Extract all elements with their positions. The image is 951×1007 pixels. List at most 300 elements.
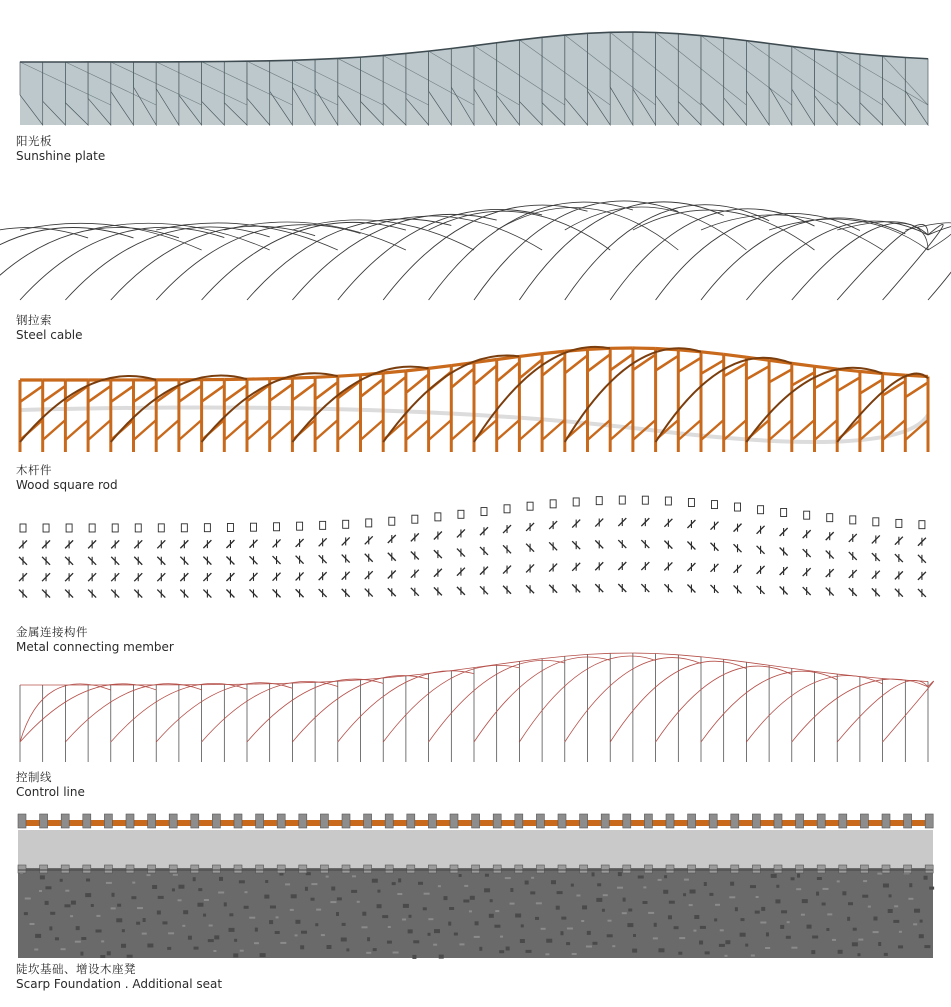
stone-speckle [254,942,259,944]
pier-cap [61,814,69,828]
wood-diagonal [361,379,384,397]
stone-speckle [409,915,412,918]
stone-speckle [648,912,654,914]
pier-joint [752,865,760,873]
stone-speckle [393,952,399,954]
stone-speckle [188,936,192,940]
stone-speckle [233,953,238,957]
stone-speckle [531,877,534,879]
stone-speckle [633,934,636,937]
stone-speckle [592,942,597,945]
stone-speckle [715,904,720,906]
wood-diagonal [383,377,406,395]
stone-speckle [526,950,532,953]
steel-cable-drawing [0,180,951,310]
stone-speckle [158,896,164,899]
stone-speckle [607,934,613,937]
stone-mass [18,868,933,958]
stone-speckle [694,915,699,919]
metal-plate [89,524,95,532]
stone-speckle [669,901,675,904]
steel-cable [746,221,928,300]
stone-speckle [168,932,174,934]
stone-speckle [50,912,55,915]
caption-en: Control line [16,785,85,799]
metal-plate [181,524,187,532]
stone-speckle [132,882,135,884]
stone-speckle [470,896,475,900]
metal-plate [343,520,349,528]
steel-cable [837,224,928,300]
stone-speckle [557,891,563,894]
pier-joint [40,865,48,873]
metal-plate [481,508,487,516]
metal-plate [320,521,326,529]
stone-speckle [367,937,370,941]
stone-speckle [214,935,219,939]
wood-chord [519,354,542,357]
pier-cap [299,814,307,828]
stone-speckle [81,937,86,940]
stone-speckle [632,949,637,953]
stone-speckle [755,911,760,914]
pier-joint [277,865,285,873]
pier-cap [18,814,26,828]
wood-chord [815,366,838,369]
stone-speckle [571,884,574,887]
stone-speckle [418,882,423,885]
metal-plate [412,515,418,523]
stone-speckle [357,901,360,903]
stone-speckle [689,904,693,906]
stone-speckle [270,906,276,909]
stone-speckle [366,952,371,954]
pier-joint [515,865,523,873]
stone-speckle [413,940,419,943]
stone-speckle [771,874,777,878]
pier-cap [83,814,91,828]
wood-chord [429,366,452,369]
stone-speckle [178,899,182,901]
stone-speckle [459,874,462,877]
stone-speckle [112,893,115,897]
stone-speckle [229,928,235,932]
pier-joint [191,865,199,873]
pier-cap [925,814,933,828]
stone-speckle [484,888,490,892]
stone-speckle [208,939,214,942]
pier-joint [61,865,69,873]
pier-cap [234,814,242,828]
stone-speckle [603,894,608,896]
wood-diagonal [270,384,293,401]
stone-speckle [276,916,279,918]
stone-speckle [485,874,489,877]
stone-speckle [167,947,171,950]
stone-speckle [596,898,602,902]
metal-member-drawing [0,490,951,625]
stone-speckle [587,931,591,935]
wood-diagonal [270,420,293,440]
steel-cable-caption [16,313,83,343]
stone-speckle [786,936,791,939]
stone-speckle [71,901,76,905]
pier-cap [774,814,782,828]
pier-cap [860,814,868,828]
steel-cable [928,224,951,300]
steel-cable-layer [0,180,951,345]
stone-speckle [873,917,877,921]
stone-speckle [612,945,615,947]
pier-cap [277,814,285,828]
steel-cable [361,216,543,250]
stone-speckle [729,896,735,898]
pier-cap [752,814,760,828]
stone-speckle [776,885,779,888]
stone-speckle [690,890,696,894]
stone-speckle [275,931,280,934]
stone-speckle [924,876,928,880]
stone-speckle [919,934,924,938]
stone-speckle [520,939,525,943]
stone-speckle [300,945,304,949]
stone-speckle [735,907,738,911]
stone-speckle [581,920,584,922]
stone-speckle [566,942,570,945]
stone-speckle [551,880,556,884]
stone-speckle [807,925,812,929]
stone-speckle [438,885,441,887]
stone-speckle [914,909,920,913]
stone-speckle [740,918,744,921]
stone-speckle [424,893,430,895]
stone-speckle [801,914,805,916]
stone-speckle [305,887,308,891]
stone-speckle [244,891,247,893]
pier-cap [515,814,523,828]
caption-zh: 钢拉索 [16,313,52,327]
stone-speckle [725,955,728,957]
wood-diagonal [656,356,679,371]
wood-diagonal [519,360,542,379]
stone-speckle [25,898,31,900]
wood-chord [792,363,815,366]
stone-speckle [398,878,401,882]
stone-speckle [361,926,367,928]
wood-diagonal [292,383,315,400]
pier-joint [860,865,868,873]
pier-cap [839,814,847,828]
pier-cap [148,814,156,828]
stone-speckle [143,918,146,922]
stone-speckle [893,920,899,923]
wood-diagonal [519,420,542,440]
wood-chord [724,354,747,357]
wood-diagonal [769,420,792,440]
stone-speckle [899,931,902,933]
pier-joint [385,865,393,873]
metal-plate [711,501,717,509]
stone-speckle [321,934,325,936]
stone-speckle [832,939,836,941]
pier-joint [817,865,825,873]
pier-joint [407,865,415,873]
stone-speckle [316,909,321,911]
pier-cap [169,814,177,828]
stone-speckle [449,907,454,910]
stone-speckle [679,937,685,939]
stone-speckle [560,931,563,935]
stone-speckle [674,926,679,929]
stone-speckle [397,893,402,895]
pier-joint [472,865,480,873]
stone-speckle [765,947,770,949]
wood-diagonal [20,386,43,402]
stone-speckle [295,934,298,936]
stone-speckle [929,887,934,890]
stone-speckle [530,891,535,894]
wood-diagonal [724,363,747,376]
metal-plate [527,502,533,510]
stone-speckle [402,919,406,921]
metal-plate [642,496,648,504]
stone-speckle [315,923,318,926]
steel-cable [497,207,679,250]
pier-cap [536,814,544,828]
pier-cap [493,814,501,828]
wood-diagonal [542,420,565,440]
stone-speckle [709,893,713,896]
stone-speckle [705,951,710,954]
stone-speckle [796,888,801,890]
stone-speckle [515,914,521,918]
stone-speckle [352,875,356,877]
pier-joint [493,865,501,873]
metal-plate [20,524,26,532]
stone-speckle [239,880,245,883]
wood-diagonal [315,420,338,440]
pier-joint [18,865,26,873]
stone-speckle [760,922,766,924]
stone-speckle [240,950,244,952]
pier-cap [731,814,739,828]
stone-speckle [464,885,468,887]
stone-speckle [373,948,377,951]
wood-diagonal [179,420,202,440]
pier-joint [126,865,134,873]
steel-cable [883,224,944,300]
metal-plate [596,497,602,505]
stone-speckle [285,883,290,885]
stone-speckle [877,873,882,875]
stone-speckle [545,953,549,955]
metal-plate [389,517,395,525]
stone-speckle [218,892,224,894]
stone-speckle [812,936,818,939]
stone-speckle [80,952,83,956]
stone-speckle [791,877,795,880]
stone-speckle [203,914,206,917]
stone-speckle [730,882,734,886]
stone-speckle [853,928,857,931]
stone-speckle [884,953,888,956]
stone-speckle [888,909,893,913]
steel-cable [156,223,338,250]
stone-speckle [197,903,203,907]
stone-speckle [699,941,703,945]
wood-diagonal [497,420,520,440]
stone-speckle [107,951,111,955]
metal-plate [781,508,787,516]
stone-speckle [863,880,867,882]
caption-en: Metal connecting member [16,640,174,654]
stone-speckle [311,883,317,885]
pier-cap [796,814,804,828]
caption-zh: 阳光板 [16,134,52,148]
stone-speckle [229,913,233,916]
stone-speckle [194,947,199,950]
wood-chord [633,348,656,349]
metal-plate [873,518,879,526]
stone-speckle [536,902,542,904]
pier-joint [904,865,912,873]
stone-speckle [45,901,49,905]
stone-speckle [567,928,573,930]
stone-speckle [198,888,202,891]
wood-diagonal [497,362,520,381]
pier-joint [839,865,847,873]
stone-speckle [499,950,504,953]
stone-speckle [852,942,858,946]
wood-diagonal [134,386,157,402]
stone-speckle [219,877,223,881]
concrete-band [18,830,933,870]
stone-speckle [454,933,458,936]
stone-speckle [510,903,515,905]
stone-speckle [178,885,184,889]
stone-speckle [423,907,427,910]
control-chord [588,653,611,654]
stone-speckle [913,923,917,925]
stone-speckle [459,943,464,945]
stone-speckle [525,881,529,885]
stone-speckle [761,907,765,911]
pier-cap [709,814,717,828]
pier-cap [385,814,393,828]
stone-speckle [269,920,273,924]
stone-speckle [341,938,347,942]
metal-plate [250,523,256,531]
pier-joint [320,865,328,873]
metal-plate [458,510,464,518]
control-chord [497,661,520,664]
wood-diagonal [860,380,883,394]
metal-plate [550,500,556,508]
control-chord [633,653,656,654]
pier-cap [558,814,566,828]
metal-plate [227,523,233,531]
stone-speckle [45,886,51,889]
stone-speckle [623,898,626,902]
pier-joint [666,865,674,873]
foundation-caption [16,962,222,992]
wood-diagonal [202,385,225,401]
pier-joint [623,865,631,873]
steel-cable [247,219,451,300]
pier-cap [407,814,415,828]
stone-speckle [311,898,315,901]
stone-speckle [255,928,258,932]
wood-chord [292,377,315,378]
metal-plate [135,524,141,532]
metal-plate [504,505,510,513]
pier-joint [148,865,156,873]
pier-cap [450,814,458,828]
pier-cap [342,814,350,828]
wood-diagonal [338,381,361,398]
metal-plate [688,499,694,507]
control-chord [656,654,679,655]
wood-diagonal [156,386,179,402]
wood-diagonal [247,385,270,401]
steel-cable [792,223,928,300]
stone-speckle [700,926,706,929]
stone-speckle [291,894,297,898]
stone-speckle [816,892,819,896]
stone-speckle [894,905,898,907]
pier-cap [126,814,134,828]
wood-diagonal [451,420,474,440]
stone-speckle [331,887,335,891]
stone-speckle [96,930,102,933]
stone-speckle [351,890,357,893]
stone-speckle [684,879,689,881]
stone-speckle [433,944,437,946]
metal-plate [274,523,280,531]
steel-cable [202,222,406,300]
stone-speckle [654,923,657,927]
stone-speckle [64,904,70,907]
wood-diagonal [43,386,66,402]
pier-joint [428,865,436,873]
stone-speckle [817,877,822,880]
metal-plate [43,524,49,532]
stone-speckle [490,899,493,902]
stone-speckle [862,895,868,898]
stone-speckle [193,877,196,881]
stone-speckle [725,940,730,944]
metal-plate [665,497,671,505]
stone-speckle [837,880,840,882]
pier-joint [169,865,177,873]
stone-speckle [392,882,396,885]
stone-speckle [224,902,227,906]
stone-speckle [412,955,416,959]
stone-speckle [443,896,447,900]
pier-cap [364,814,372,828]
stone-speckle [40,875,45,879]
caption-zh: 控制线 [16,770,52,784]
stone-speckle [541,928,546,930]
sunshine-plate-layer [0,0,951,170]
stone-speckle [617,887,623,889]
wood-diagonal [474,365,497,384]
pier-cap [601,814,609,828]
pier-cap [688,814,696,828]
stone-speckle [572,953,577,955]
stone-speckle [264,895,269,899]
stone-speckle [136,922,140,925]
